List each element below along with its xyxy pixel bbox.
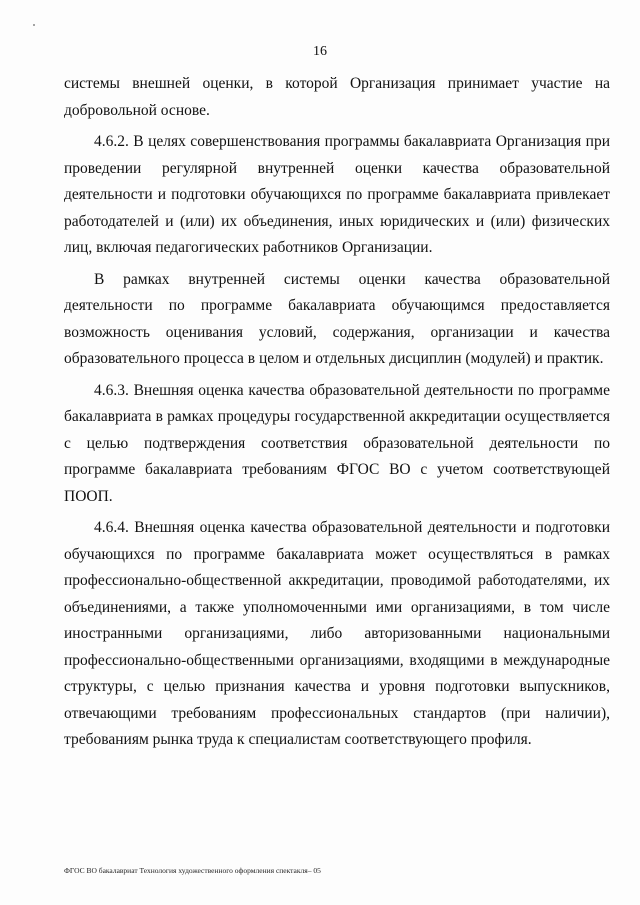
page-number: 16 (313, 44, 327, 59)
paragraph-continuation: системы внешней оценки, в которой Организация принимает участие на добровольной основе. (64, 75, 610, 119)
page-footer: ФГОС ВО бакалавриат Технология художественного оформления спектакля– 05 (64, 866, 321, 875)
paragraph-4-6-4: 4.6.4. Внешняя оценка качества образовательной деятельности и подготовки обучающихся по программе бакалавриата может осуществляться в рамках профессионально-общественной аккредитации, проводимой работодателями, их объединениями, а также уполномоченными ими организациями, в том числе иностранными организациями, либо авторизованными национальными профессионально-общественными организациями, входящими в международные структуры, с целью признания качества и уровня подготовки выпускников, отвечающими требованиям профессиональных стандартов (при наличии), требованиям рынка труда к специалистам соответствующего профиля. (64, 519, 610, 748)
paragraph-4-6-2: 4.6.2. В целях совершенствования программы бакалавриата Организация при проведении регулярной внутренней оценки качества образовательной деятельности и подготовки обучающихся по программе бакалавриата привлекает работодателей и (или) их объединения, иных юридических и (или) физических лиц, включая педагогических работников Организации. (64, 133, 610, 256)
paragraph-4-6-3: 4.6.3. Внешняя оценка качества образовательной деятельности по программе бакалавриата в рамках процедуры государственной аккредитации осуществляется с целью подтверждения соответствия образовательной деятельности по программе бакалавриата требованиям ФГОС ВО с учетом соответствующей ПООП. (64, 381, 610, 505)
body-text (64, 71, 610, 759)
paragraph-internal-assessment: В рамках внутренней системы оценки качества образовательной деятельности по программе бакалавриата обучающимся предоставляется возможность оценивания условий, содержания, организации и качества образовательного процесса в целом и отдельных дисциплин (модулей) и практик. (64, 270, 610, 367)
scan-speck (33, 24, 35, 26)
